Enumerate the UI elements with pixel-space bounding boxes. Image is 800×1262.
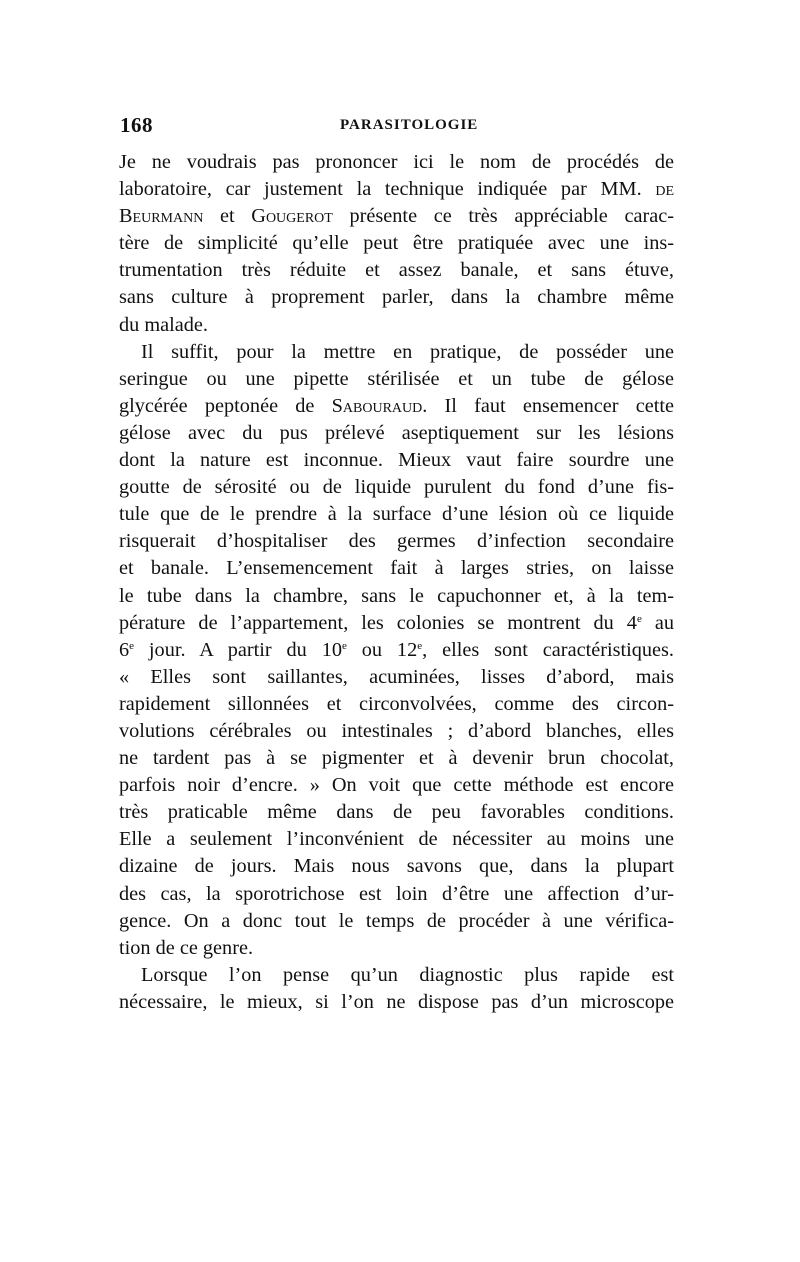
text-segment: 6 (119, 638, 130, 661)
page-number: 168 (120, 113, 153, 137)
text-line: nécessaire, le mieux, si l’on ne dispose pas d’un microscope (119, 990, 674, 1013)
text-line: Lorsque l’on pense qu’un diagnostic plus rapide est (141, 963, 674, 986)
superscript: e (341, 639, 347, 652)
text-segment: jour. A partir du 10 (148, 638, 342, 661)
text-line: trumentation très réduite et assez banale, et sans étuve, (119, 259, 674, 282)
text-line: goutte de sérosité ou de liquide purulent du fond d’une fis- (119, 476, 674, 499)
body-text (119, 149, 674, 1016)
superscript: e (129, 639, 135, 652)
text-segment: , elles sont caractéristiques. (422, 638, 675, 661)
text-line: dizaine de jours. Mais nous savons que, dans la plupart (119, 855, 674, 878)
text-line: gence. On a donc tout le temps de procéder à une vérifica- (119, 909, 674, 932)
text-segment: au (654, 611, 674, 634)
running-header (118, 113, 674, 143)
text-segment: laboratoire, car justement la technique indiquée par MM. (119, 178, 642, 201)
text-line (119, 637, 674, 664)
text-line: volutions cérébrales ou intestinales ; d’abord blanches, elles (119, 719, 674, 742)
author-name: Sabouraud (331, 394, 423, 417)
text-line: risquerait d’hospitaliser des germes d’infection secondaire (119, 530, 674, 553)
text-segment: pérature de l’appartement, les colonies se montrent du 4 (119, 611, 637, 634)
text-line: gélose avec du pus prélevé aseptiquement sur les lésions (119, 421, 674, 444)
text-segment: et (219, 205, 235, 228)
text-line: et banale. L’ensemencement fait à larges stries, on laisse (119, 557, 674, 580)
text-line: tion de ce genre. (119, 936, 254, 959)
text-line: tère de simplicité qu’elle peut être pratiquée avec une ins- (119, 232, 674, 255)
text-line (119, 176, 674, 203)
text-line: le tube dans la chambre, sans le capuchonner et, à la tem- (119, 584, 674, 607)
text-line: seringue ou une pipette stérilisée et un tube de gélose (119, 367, 674, 390)
text-segment: ou 12 (361, 638, 418, 661)
text-line: des cas, la sporotrichose est loin d’être une affection d’ur- (119, 882, 674, 905)
superscript: e (636, 612, 642, 625)
text-line (119, 610, 674, 637)
text-line: dont la nature est inconnue. Mieux vaut faire sourdre une (119, 449, 674, 472)
text-line: très praticable même dans de peu favorables conditions. (119, 801, 674, 824)
superscript: e (417, 639, 423, 652)
text-segment: glycérée peptonée de (119, 394, 315, 417)
text-line: « Elles sont saillantes, acuminées, lisses d’abord, mais (119, 665, 674, 688)
text-segment: présente ce très appréciable carac- (349, 205, 674, 228)
author-name: Gougerot (251, 205, 333, 228)
text-line (119, 393, 674, 420)
running-title: PARASITOLOGIE (340, 117, 479, 133)
text-line: tule que de le prendre à la surface d’une lésion où ce liquide (119, 503, 674, 526)
author-name: Beurmann (119, 205, 204, 228)
text-line: rapidement sillonnées et circonvolvées, comme des circon- (119, 692, 674, 715)
text-line: sans culture à proprement parler, dans la chambre même (119, 286, 674, 309)
text-line: Il suffit, pour la mettre en pratique, de posséder une (141, 340, 674, 363)
text-line (119, 203, 674, 230)
text-line: parfois noir d’encre. » On voit que cette méthode est encore (119, 774, 674, 797)
author-name: de (655, 178, 674, 201)
text-line: Elle a seulement l’inconvénient de nécessiter au moins une (119, 828, 674, 851)
text-segment: . Il faut ensemencer cette (422, 394, 674, 417)
text-line: Je ne voudrais pas prononcer ici le nom de procédés de (119, 151, 674, 173)
text-line: du malade. (119, 313, 208, 336)
text-line: ne tardent pas à se pigmenter et à devenir brun chocolat, (119, 747, 674, 770)
